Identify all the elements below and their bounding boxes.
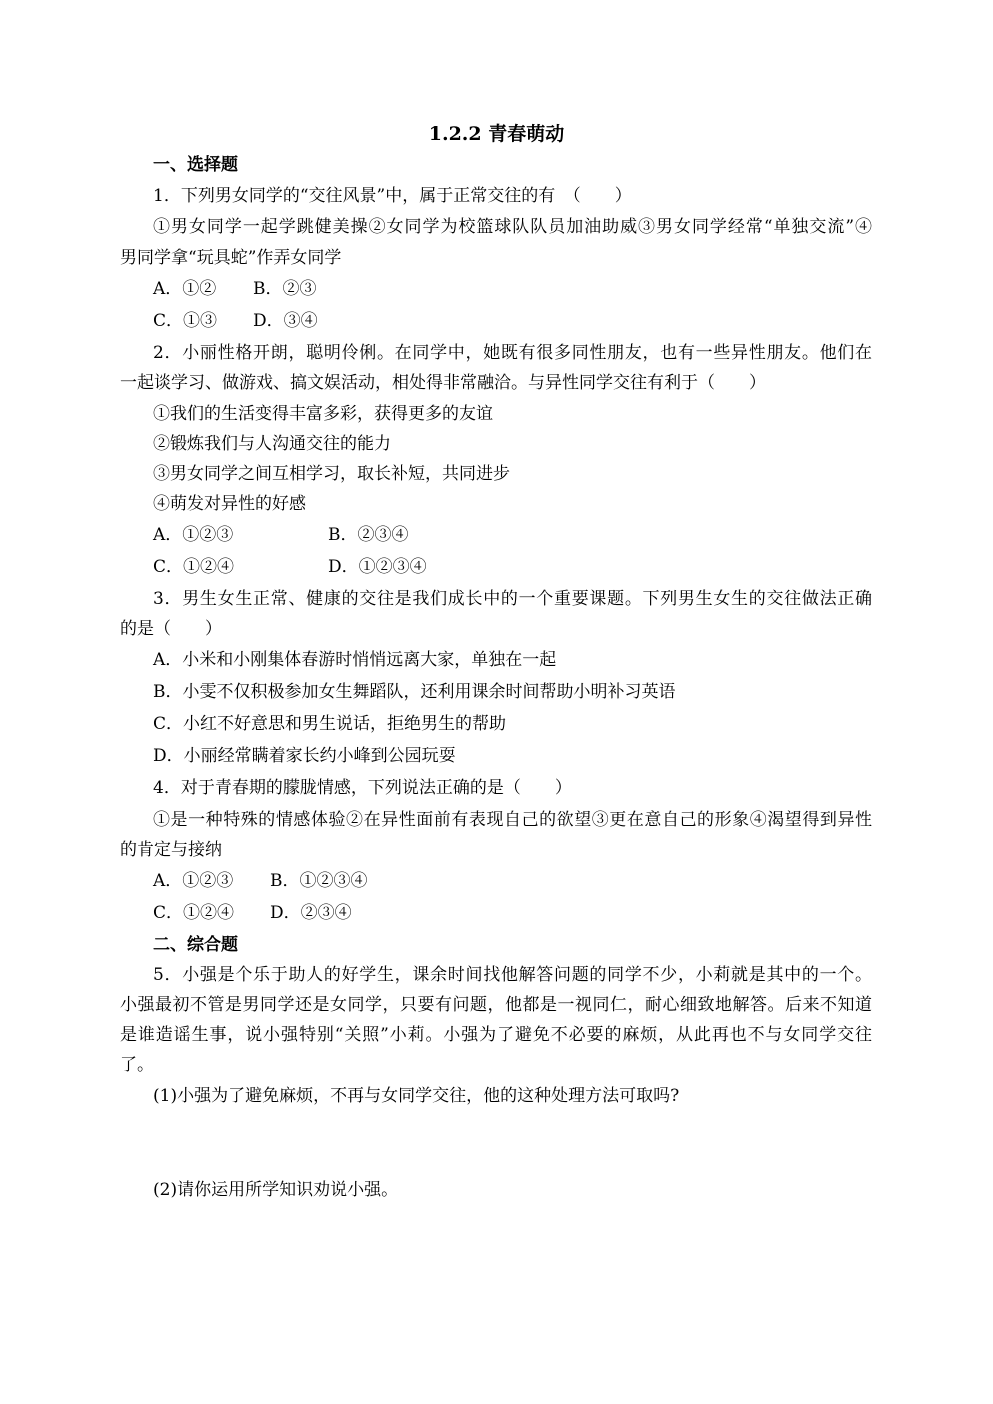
q4-options-row2 [153,902,352,924]
q1-options-row1 [153,278,317,300]
q4-option-c: C．①②④ [153,903,235,923]
q4-option-d: D．②③④ [270,903,352,923]
q4-option-a: A．①②③ [153,871,234,891]
q4-items-line1: ①是一种特殊的情感体验②在异性面前有表现自己的欲望③更在意自己的形象④渴望得到异性 [153,810,872,830]
q1-items-line2: 男同学拿“玩具蛇”作弄女同学 [120,248,342,268]
q3-option-d: D．小丽经常瞒着家长约小峰到公园玩耍 [153,746,456,766]
q4-items-line2: 的肯定与接纳 [120,840,222,860]
q1-option-a: A．①② [153,279,217,299]
q5-line3: 是谁造谣生事，说小强特别“关照”小莉。小强为了避免不必要的麻烦，从此再也不与女同学交往 [120,1025,872,1045]
q3-option-c: C．小红不好意思和男生说话，拒绝男生的帮助 [153,714,507,734]
q2-item1: ①我们的生活变得丰富多彩，获得更多的友谊 [153,404,493,424]
q3-stem-line2: 的是（ ） [120,619,222,639]
q2-options-row2 [153,556,427,578]
q5-line4: 了。 [120,1055,154,1075]
q4-option-b: B．①②③④ [270,871,368,891]
q4-stem: 4．对于青春期的朦胧情感，下列说法正确的是（ ） [153,778,572,798]
q1-options-row2 [153,310,318,332]
q1-option-d: D．③④ [253,311,318,331]
q2-item4: ④萌发对异性的好感 [153,494,306,514]
section-heading-comprehensive: 二、综合题 [153,935,238,955]
q3-stem-line1: 3．男生女生正常、健康的交往是我们成长中的一个重要课题。下列男生女生的交往做法正确 [153,589,872,609]
q2-item2: ②锻炼我们与人沟通交往的能力 [153,434,391,454]
q2-item3: ③男女同学之间互相学习，取长补短，共同进步 [153,464,510,484]
q2-stem-line2: 一起谈学习、做游戏、搞文娱活动，相处得非常融洽。与异性同学交往有利于（ ） [120,373,766,393]
q1-option-b: B．②③ [253,279,317,299]
q5-sub-question-2: (2)请你运用所学知识劝说小强。 [153,1180,399,1200]
q1-items-line1: ①男女同学一起学跳健美操②女同学为校篮球队队员加油助威③男女同学经常“单独交流”④ [153,217,872,237]
q1-stem: 1．下列男女同学的“交往风景”中，属于正常交往的有 （ ） [153,186,632,206]
q4-options-row1 [153,870,368,892]
q2-option-b: B．②③④ [328,525,409,545]
q2-option-a: A．①②③ [153,525,234,545]
q3-option-a: A．小米和小刚集体春游时悄悄远离大家，单独在一起 [153,650,557,670]
q5-line2: 小强最初不管是男同学还是女同学，只要有问题，他都是一视同仁，耐心细致地解答。后来不知道 [120,995,872,1015]
q5-line1: 5．小强是个乐于助人的好学生，课余时间找他解答问题的同学不少，小莉就是其中的一个。 [153,965,872,985]
page-title: 1.2.2 青春萌动 [428,123,565,145]
section-heading-choice: 一、选择题 [153,155,238,175]
q3-option-b: B．小雯不仅积极参加女生舞蹈队，还利用课余时间帮助小明补习英语 [153,682,676,702]
q5-sub-question-1: (1)小强为了避免麻烦，不再与女同学交往，他的这种处理方法可取吗? [153,1086,680,1106]
q2-option-d: D．①②③④ [328,557,427,577]
q2-option-c: C．①②④ [153,557,235,577]
q2-stem-line1: 2．小丽性格开朗，聪明伶俐。在同学中，她既有很多同性朋友，也有一些异性朋友。他们在 [153,343,872,363]
q1-option-c: C．①③ [153,311,218,331]
q2-options-row1 [153,524,409,546]
